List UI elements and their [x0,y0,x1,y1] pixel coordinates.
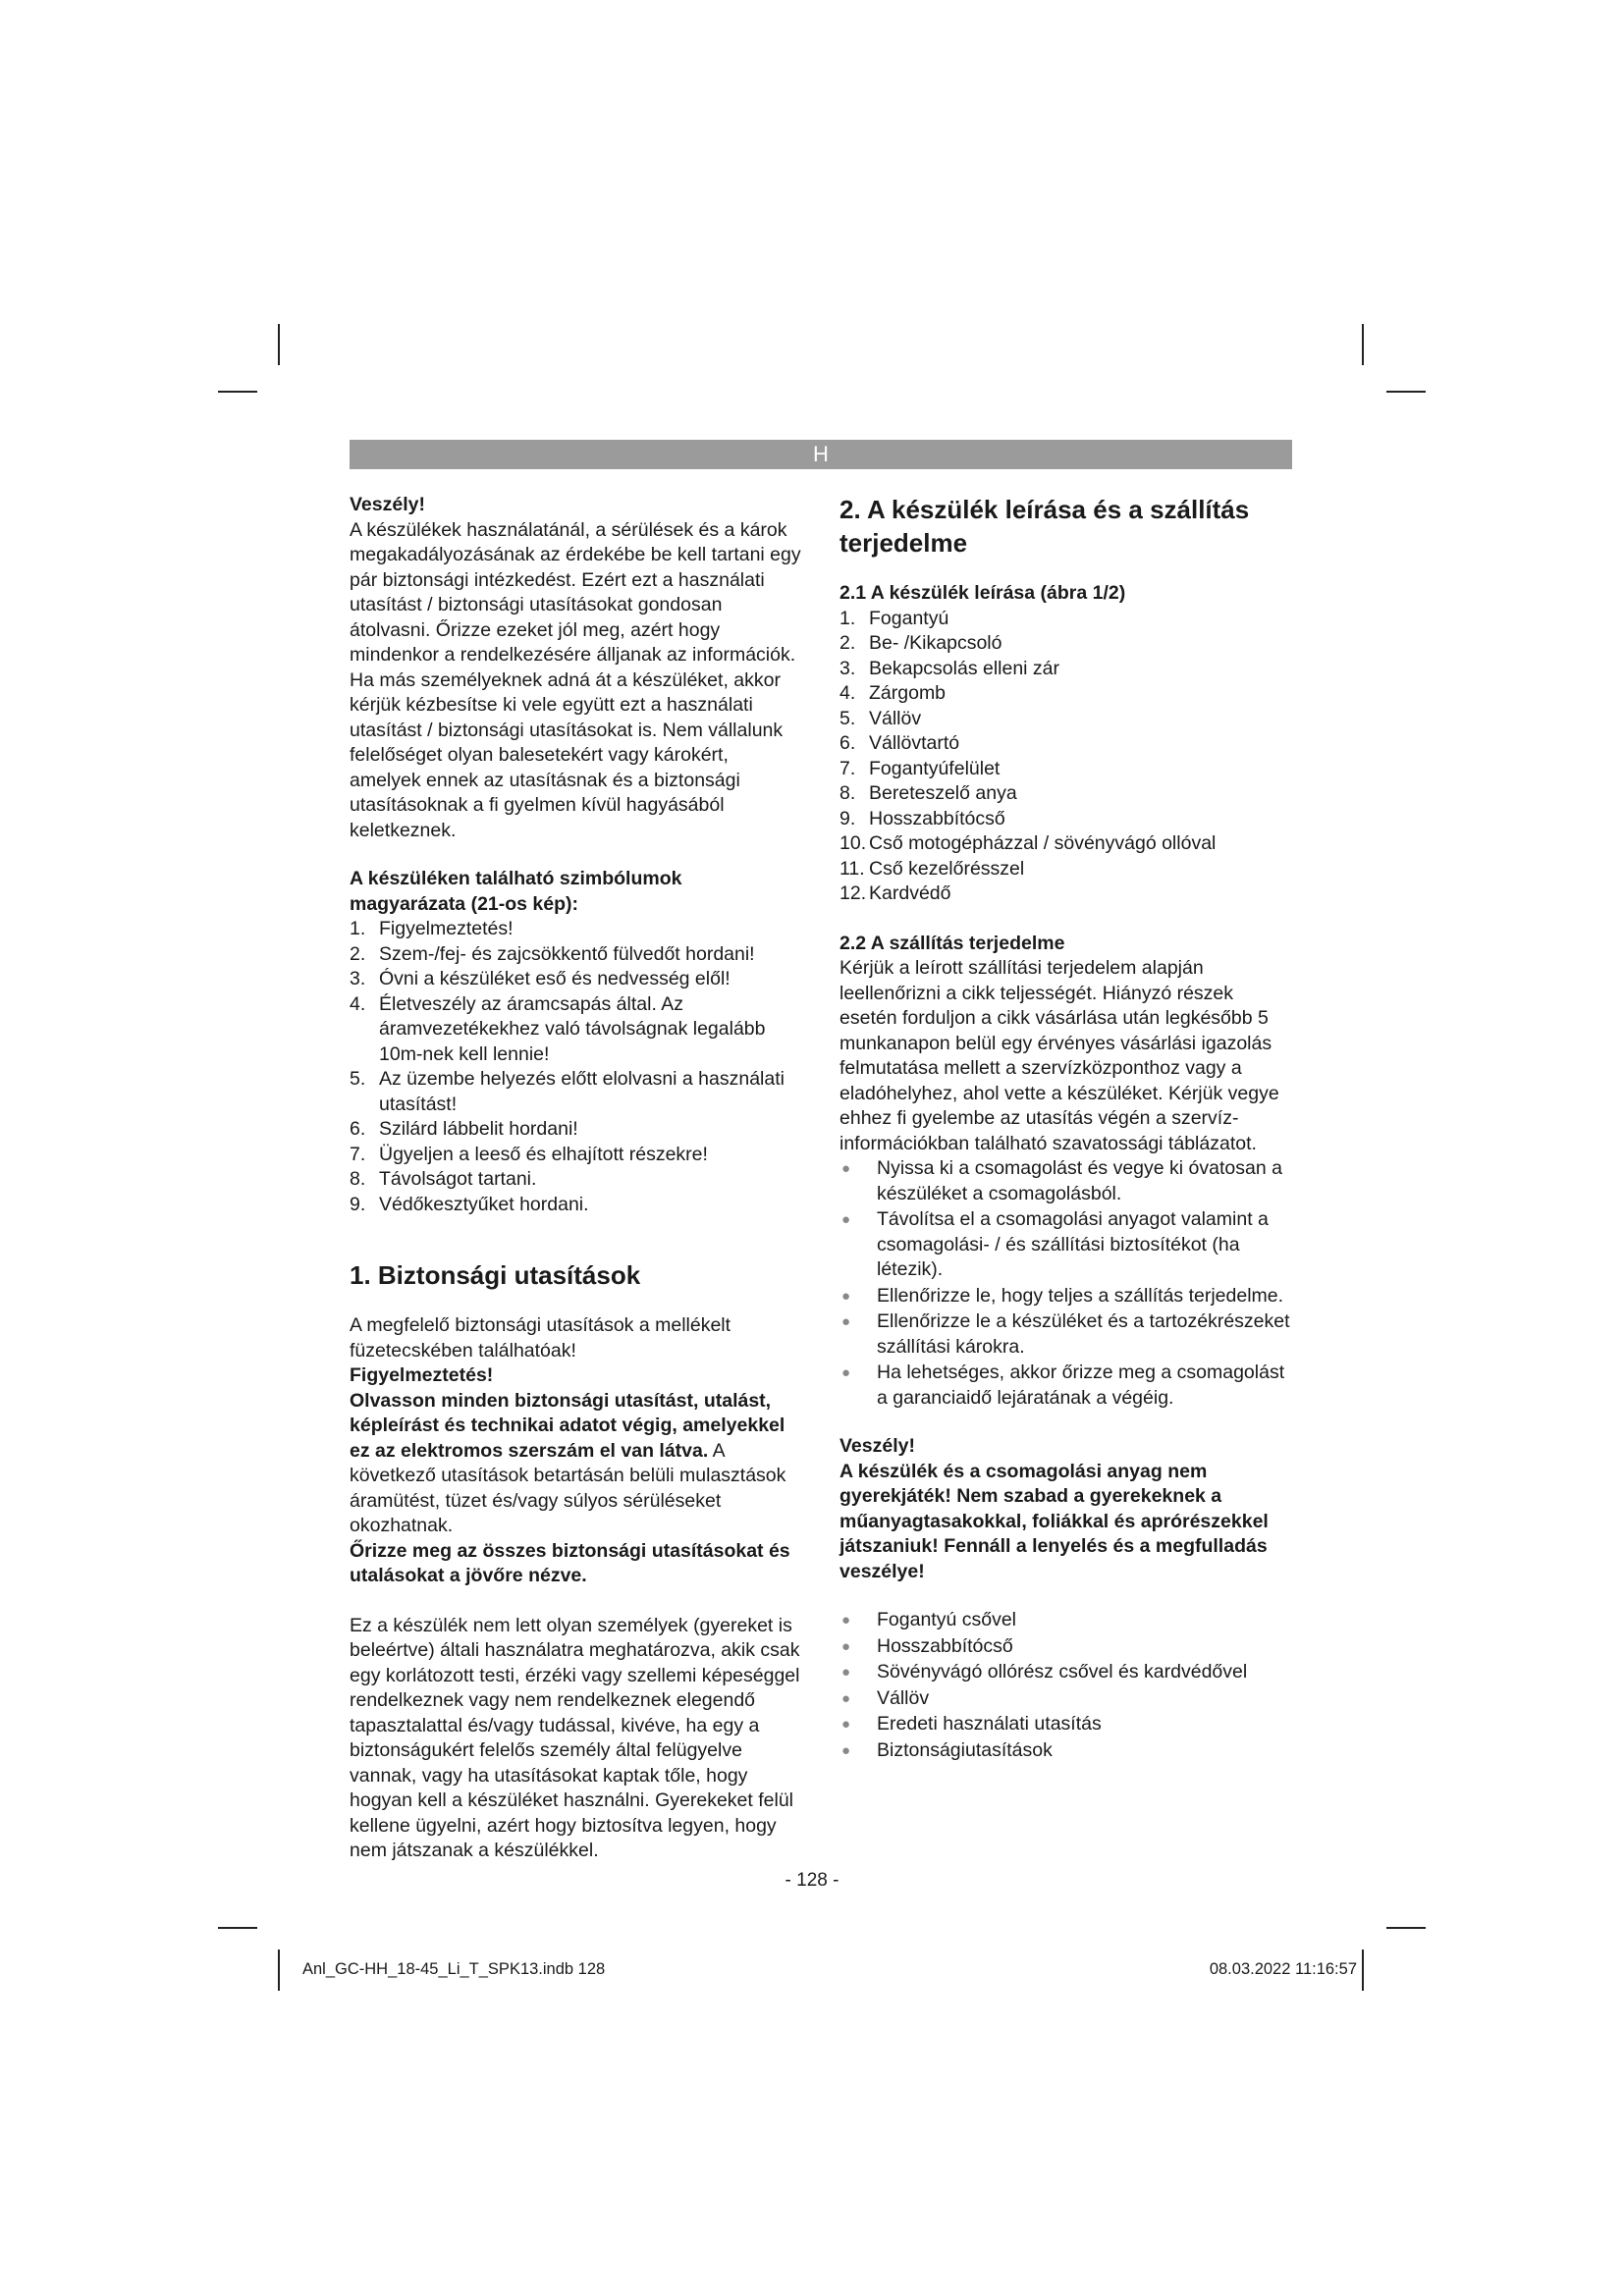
bullet-icon: ● [841,1716,851,1733]
bullet-text: Sövényvágó ollórész csővel és kardvédővel [877,1661,1248,1682]
bullet-item [839,1207,1293,1283]
list-item-text: Hosszabbítócső [869,807,1005,829]
danger-text: A készülékek használatánál, a sérülések és a károk megakadályozásának az érdekébe be kell tartani egy pár biztonsági intézkedést. Ezért ezt a használati utasítást / biztonsági utasításokat gondosan átolvasni. Őrizze ezeket jól meg, azért hogy mindenkor a rendelkezésére álljanak az információk. Ha más személyeknek adná át a készüléket, akkor kérjük kézbesítse ki vele együtt ezt a használati utasítást / biztonsági utasításokat is. Nem vállalunk felelőséget olyan balesetekért vagy károkért, amelyek ennek az utasításnak és a biztonsági utasításoknak a fi gyelmen kívül hagyásából keletkeznek. [350,518,801,841]
list-item [350,967,803,992]
crop-mark [1386,1927,1426,1929]
bullet-item [839,1361,1293,1411]
list-item [839,681,1293,707]
bullet-icon: ● [841,1287,851,1305]
list-item [350,1067,803,1117]
bullet-icon: ● [841,1612,851,1629]
warning-paragraph [350,1389,803,1539]
list-item-number: 9. [839,807,856,829]
package-contents-list [839,1608,1293,1763]
list-item-number: 5. [839,707,856,729]
list-item [350,942,803,968]
list-item-number: 8. [350,1168,366,1190]
list-item [839,881,1293,907]
list-item-number: 5. [350,1068,366,1090]
list-item-text: Figyelmeztetés! [379,918,514,939]
list-item [350,1167,803,1193]
list-item-text: Óvni a készüléket eső és nedvesség elől! [379,968,731,989]
list-item-number: 2. [350,942,366,965]
list-item-number: 4. [350,992,366,1015]
list-item-number: 4. [839,682,856,704]
bullet-icon: ● [841,1741,851,1759]
list-item [350,1193,803,1218]
bullet-text: Fogantyú csővel [877,1609,1016,1630]
language-tab-bar [350,440,1292,469]
bullet-icon: ● [841,1689,851,1707]
list-item-number: 1. [839,607,856,629]
bullet-text: Ellenőrizze le, hogy teljes a szállítás terjedelme. [877,1284,1284,1307]
bullet-item [839,1660,1293,1685]
bullet-icon: ● [841,1211,851,1228]
danger-title-right: Veszély! [839,1435,915,1457]
bullet-icon: ● [841,1313,851,1330]
list-item-text: Cső kezelőrésszel [869,857,1025,880]
left-column [350,493,803,1864]
list-item [839,631,1293,657]
list-item-text: Fogantyúfelület [869,757,1001,779]
list-item-number: 11. [839,857,865,880]
list-item [839,781,1293,807]
delivery-scope-bullets [839,1156,1293,1411]
crop-mark [218,1927,257,1929]
right-column [839,493,1293,1764]
list-item-number: 7. [839,757,856,779]
bullet-item [839,1156,1293,1206]
symbols-list [350,917,803,1217]
list-item [839,807,1293,832]
bullet-icon: ● [841,1664,851,1681]
list-item [350,1117,803,1143]
list-item [350,1143,803,1168]
list-item-number: 6. [839,732,856,754]
page-number: - 128 - [785,1870,839,1891]
list-item [350,917,803,942]
list-item-number: 2. [839,632,856,654]
danger-text-right: A készülék és a csomagolási anyag nem gyerekjáték! Nem szabad a gyerekeknek a műanyagtasakokkal, foliákkal és aprórészekkel játszaniuk! Fennáll a lenyelés és a megfulladás veszélye! [839,1460,1269,1582]
device-description-title: 2.1 A készülék leírása (ábra 1/2) [839,582,1126,604]
bullet-item [839,1309,1293,1360]
safety-intro: A megfelelő biztonsági utasítások a mellékelt füzetecskében találhatóak! [350,1314,731,1362]
bullet-text: Vállöv [877,1686,930,1709]
list-item-number: 7. [350,1143,366,1165]
bullet-icon: ● [841,1637,851,1655]
list-item-text: Bekapcsolás elleni zár [869,657,1060,679]
list-item [839,657,1293,682]
list-item-number: 3. [350,968,366,989]
print-timestamp: 08.03.2022 11:16:57 [1209,1960,1357,1978]
children-warning-text: Ez a készülék nem lett olyan személyek (gyereket is beleértve) általi használatra meghatározva, akik csak egy korlátozott testi, érzéki vagy szellemi képeséggel rendelkeznek vagy nem rendelkeznek elegendő tapasztalattal és/vagy tudással, kivéve, ha egy a biztonságukért felelős személy által felügyelve vannak, vagy ha utasításokat kaptak tőle, hogy hogyan kell a készüléket használni. Gyerekeket felül kellene ügyelni, azért hogy biztosítva legyen, hogy nem játszanak a készülékkel. [350,1614,800,1861]
list-item-text: Bereteszelő anya [869,782,1017,804]
parts-list [839,607,1293,907]
danger-title: Veszély! [350,494,425,515]
list-item-number: 10. [839,832,867,854]
list-item-text: Szilárd lábbelit hordani! [379,1118,578,1140]
list-item-text: Védőkesztyűket hordani. [379,1193,589,1215]
delivery-scope-text: Kérjük a leírott szállítási terjedelem alapján leellenőrizni a cikk teljességét. Hiányzó részek esetén forduljon a cikk vásárlása után legkésőbb 5 munkanapon belül egy érvényes vásárlási igazolás felmutatása mellett a szervízközponthoz vagy a eladóhelyhez, ahol vette a készüléket. Kérjük vegye ehhez fi gyelembe az utasítás végén a szervíz-információkban található szavatossági táblázatot. [839,957,1279,1154]
safety-section-title: 1. Biztonsági utasítások [350,1260,641,1290]
warning-label: Figyelmeztetés! [350,1364,494,1386]
list-item [839,757,1293,782]
list-item-text: Cső motogépházzal / sövényvágó ollóval [869,832,1217,854]
list-item [839,857,1293,882]
bullet-text: Eredeti használati utasítás [877,1713,1102,1735]
crop-mark [218,391,257,393]
list-item-text: Az üzembe helyezés előtt elolvasni a használati utasítást! [379,1068,785,1115]
list-item-text: Kardvédő [869,882,951,904]
keep-instructions-text: Őrizze meg az összes biztonsági utasításokat és utalásokat a jövőre nézve. [350,1539,790,1586]
list-item-number: 3. [839,657,856,679]
list-item-text: Ügyeljen a leeső és elhajított részekre! [379,1143,708,1165]
list-item [839,731,1293,757]
bullet-item [839,1738,1293,1764]
bullet-text: Hosszabbítócső [877,1634,1013,1657]
crop-mark [1362,1949,1364,1991]
list-item [839,831,1293,857]
list-item [839,607,1293,632]
bullet-item [839,1686,1293,1712]
crop-mark [1386,391,1426,393]
list-item-number: 12. [839,882,867,904]
list-item-number: 8. [839,782,856,804]
bullet-item [839,1284,1293,1309]
bullet-text: Biztonságiutasítások [877,1738,1053,1761]
bullet-item [839,1608,1293,1633]
list-item-number: 9. [350,1193,366,1215]
list-item-text: Távolságot tartani. [379,1168,537,1190]
bullet-item [839,1712,1293,1737]
list-item-text: Be- /Kikapcsoló [869,632,1002,654]
bullet-text: Távolítsa el a csomagolási anyagot valamint a csomagolási- / és szállítási biztosítékot (ha létezik). [877,1208,1269,1280]
warning-rest-text: A következő utasítások betartásán belüli mulasztások áramütést, tüzet és/vagy súlyos sérüléseket okozhatnak. [350,1439,786,1536]
language-tab-label: H [813,442,829,466]
list-item-number: 6. [350,1118,366,1140]
bullet-icon: ● [841,1160,851,1177]
device-section-title: 2. A készülék leírása és a szállítás terjedelme [839,495,1250,558]
bullet-text: Nyissa ki a csomagolást és vegye ki óvatosan a készüléket a csomagolásból. [877,1157,1282,1204]
crop-mark [278,324,280,365]
list-item [350,992,803,1068]
warning-bold-text: Olvasson minden biztonsági utasítást, utalást, képleírást és technikai adatot végig, amelyekkel ez az elektromos szerszám el van látva. [350,1389,785,1462]
list-item-text: Fogantyú [869,607,949,629]
crop-mark [278,1949,280,1991]
bullet-item [839,1634,1293,1660]
list-item-text: Életveszély az áramcsapás által. Az áramvezetékekhez való távolságnak legalább 10m-nek kell lennie! [379,992,766,1065]
list-item-number: 1. [350,918,366,939]
list-item [839,707,1293,732]
list-item-text: Vállövtartó [869,732,960,754]
file-label: Anl_GC-HH_18-45_Li_T_SPK13.indb 128 [302,1960,606,1978]
symbols-title: A készüléken található szimbólumok magyarázata (21-os kép): [350,868,682,915]
list-item-text: Szem-/fej- és zajcsökkentő fülvedőt hordani! [379,942,755,965]
list-item-text: Zárgomb [869,682,947,704]
list-item-text: Vállöv [869,707,922,729]
delivery-scope-title: 2.2 A szállítás terjedelme [839,932,1065,954]
bullet-text: Ellenőrizze le a készüléket és a tartozékrészeket szállítási károkra. [877,1310,1290,1358]
crop-mark [1362,324,1364,365]
bullet-text: Ha lehetséges, akkor őrizze meg a csomagolást a garanciaidő lejáratának a végéig. [877,1362,1285,1409]
bullet-icon: ● [841,1364,851,1381]
